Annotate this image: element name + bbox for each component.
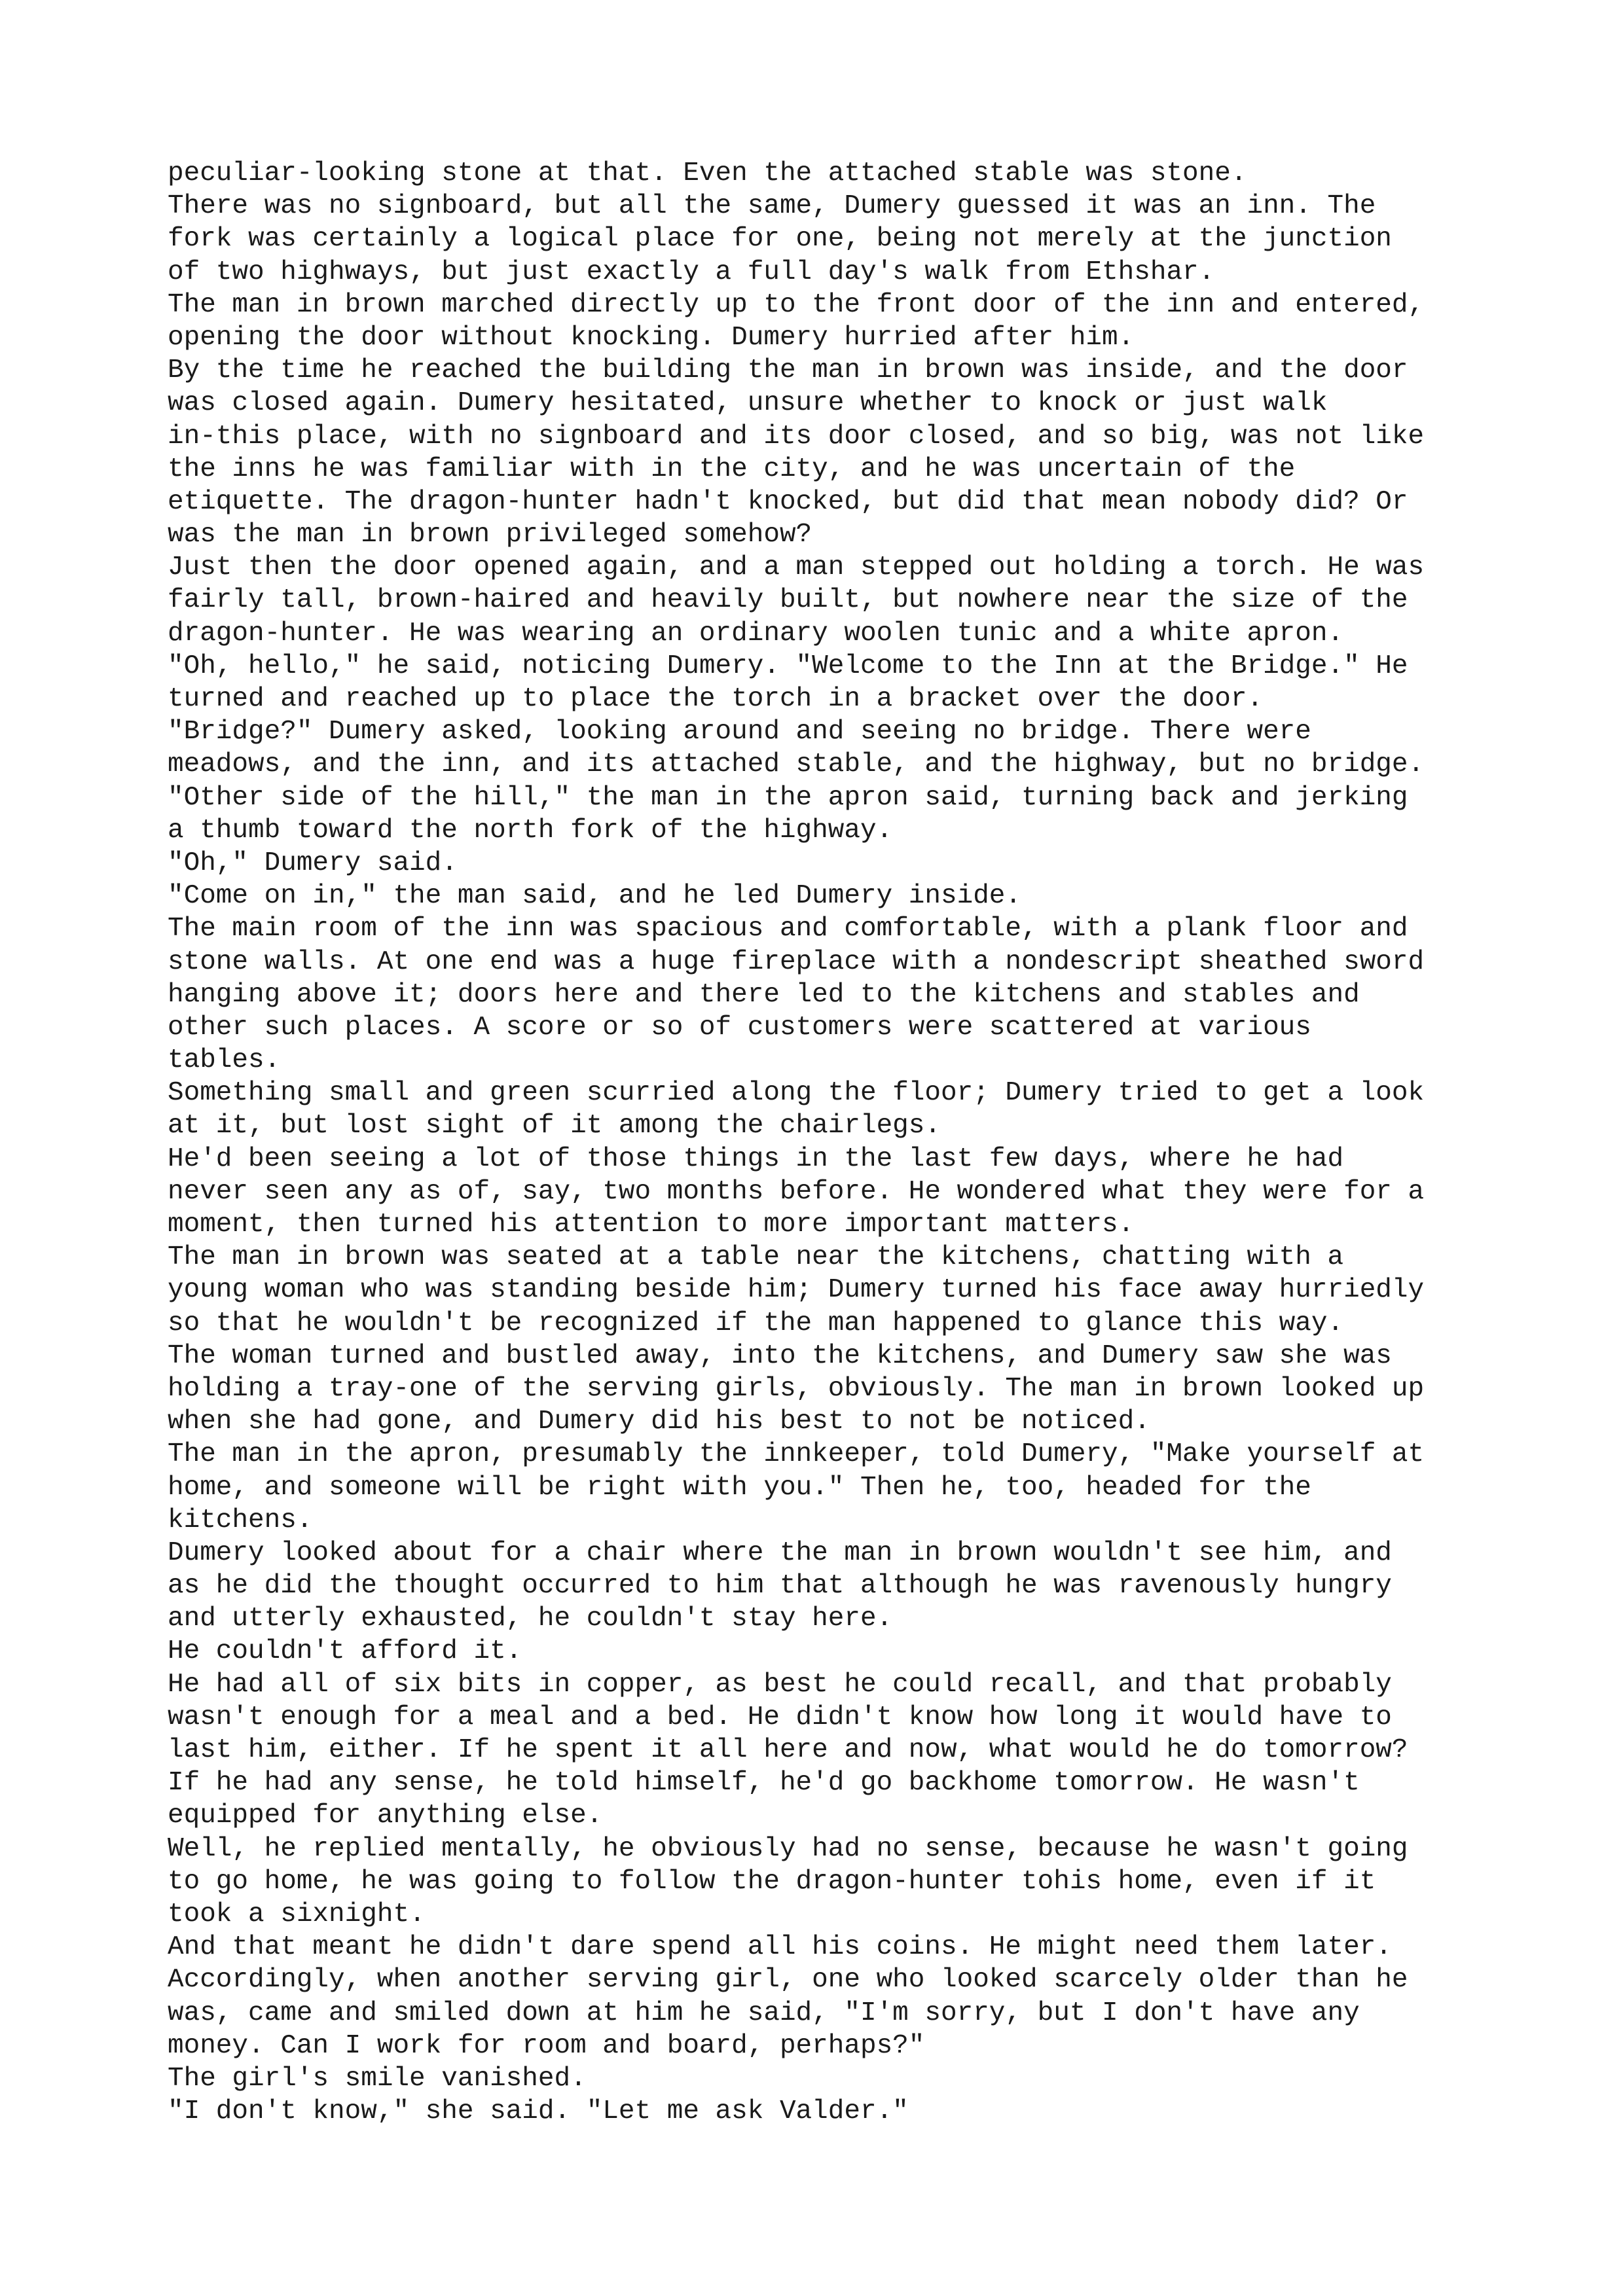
text-line: The man in brown marched directly up to the front door of the inn and entered, — [168, 289, 1425, 320]
text-line: was closed again. Dumery hesitated, unsure whether to knock or just walk — [168, 388, 1328, 419]
text-line: The man in the apron, presumably the innkeeper, told Dumery, "Make yourself at — [168, 1439, 1425, 1470]
text-line: The man in brown was seated at a table near the kitchens, chatting with a — [168, 1242, 1344, 1273]
text-line: Well, he replied mentally, he obviously had no sense, because he wasn't going — [168, 1833, 1408, 1864]
text-line: He'd been seeing a lot of those things in the last few days, where he had — [168, 1143, 1344, 1174]
text-line: opening the door without knocking. Dumery hurried after him. — [168, 322, 1135, 353]
text-line: equipped for anything else. — [168, 1801, 603, 1831]
text-line: The girl's smile vanished. — [168, 2063, 587, 2094]
text-line: hanging above it; doors here and there led to the kitchens and stables and — [168, 979, 1360, 1010]
text-line: young woman who was standing beside him; Dumery turned his face away hurriedly — [168, 1275, 1425, 1306]
text-line: "Oh," Dumery said. — [168, 848, 458, 878]
text-line: The main room of the inn was spacious and comfortable, with a plank floor and — [168, 914, 1408, 944]
body-text — [168, 157, 1569, 2128]
text-line: "Oh, hello," he said, noticing Dumery. "Welcome to the Inn at the Bridge." He — [168, 651, 1408, 681]
text-line: when she had gone, and Dumery did his best to not be noticed. — [168, 1407, 1150, 1437]
text-line: the inns he was familiar with in the city, and he was uncertain of the — [168, 454, 1296, 484]
text-line: was, came and smiled down at him he said, "I'm sorry, but I don't have any — [168, 1998, 1360, 2028]
text-line: He had all of six bits in copper, as best he could recall, and that probably — [168, 1669, 1392, 1700]
text-line: etiquette. The dragon-hunter hadn't knocked, but did that mean nobody did? Or — [168, 486, 1408, 517]
text-line: "I don't know," she said. "Let me ask Valder." — [168, 2096, 909, 2127]
text-line: in-this place, with no signboard and its door closed, and so big, was not like — [168, 421, 1425, 452]
text-line: holding a tray-one of the serving girls, obviously. The man in brown looked up — [168, 1373, 1425, 1404]
text-line: And that meant he didn't dare spend all his coins. He might need them later. — [168, 1932, 1392, 1963]
text-line: other such places. A score or so of customers were scattered at various — [168, 1012, 1311, 1043]
text-line: took a sixnight. — [168, 1899, 426, 1929]
text-line: fork was certainly a logical place for one, being not merely at the junction — [168, 224, 1392, 255]
text-line: of two highways, but just exactly a full day's walk from Ethshar. — [168, 257, 1215, 287]
text-line: fairly tall, brown-haired and heavily built, but nowhere near the size of the — [168, 585, 1408, 616]
text-line: a thumb toward the north fork of the highway. — [168, 815, 893, 846]
text-line: so that he wouldn't be recognized if the man happened to glance this way. — [168, 1308, 1344, 1338]
text-line: moment, then turned his attention to more important matters. — [168, 1210, 1135, 1240]
text-line: "Bridge?" Dumery asked, looking around and seeing no bridge. There were — [168, 717, 1311, 747]
text-line: dragon-hunter. He was wearing an ordinary woolen tunic and a white apron. — [168, 618, 1344, 649]
text-line: By the time he reached the building the man in brown was inside, and the door — [168, 355, 1408, 386]
text-line: last him, either. If he spent it all here and now, what would he do tomorrow? — [168, 1735, 1408, 1765]
text-line: "Come on in," the man said, and he led Dumery inside. — [168, 881, 1022, 912]
text-line: was the man in brown privileged somehow? — [168, 520, 812, 550]
text-line: to go home, he was going to follow the dragon-hunter tohis home, even if it — [168, 1866, 1376, 1897]
text-line: "Other side of the hill," the man in the apron said, turning back and jerking — [168, 782, 1408, 813]
text-line: tables. — [168, 1045, 281, 1076]
text-line: If he had any sense, he told himself, he'd go backhome tomorrow. He wasn't — [168, 1768, 1360, 1799]
text-line: stone walls. At one end was a huge fireplace with a nondescript sheathed sword — [168, 946, 1425, 977]
text-line: turned and reached up to place the torch in a bracket over the door. — [168, 684, 1264, 714]
text-line: kitchens. — [168, 1505, 313, 1535]
text-line: at it, but lost sight of it among the chairlegs. — [168, 1111, 941, 1141]
text-line: as he did the thought occurred to him that although he was ravenously hungry — [168, 1571, 1392, 1602]
text-line: Accordingly, when another serving girl, one who looked scarcely older than he — [168, 1965, 1408, 1996]
text-line: never seen any as of, say, two months before. He wondered what they were for a — [168, 1176, 1425, 1207]
text-line: The woman turned and bustled away, into the kitchens, and Dumery saw she was — [168, 1340, 1392, 1371]
text-line: Just then the door opened again, and a man stepped out holding a torch. He was — [168, 552, 1425, 583]
text-line: There was no signboard, but all the same, Dumery guessed it was an inn. The — [168, 191, 1376, 222]
text-line: money. Can I work for room and board, perhaps?" — [168, 2030, 925, 2061]
text-line: peculiar-looking stone at that. Even the attached stable was stone. — [168, 158, 1247, 188]
text-line: He couldn't afford it. — [168, 1636, 522, 1667]
text-line: wasn't enough for a meal and a bed. He didn't know how long it would have to — [168, 1702, 1392, 1732]
text-line: meadows, and the inn, and its attached stable, and the highway, but no bridge. — [168, 749, 1425, 780]
text-line: and utterly exhausted, he couldn't stay here. — [168, 1604, 893, 1634]
text-line: Something small and green scurried along the floor; Dumery tried to get a look — [168, 1078, 1425, 1109]
text-line: Dumery looked about for a chair where the man in brown wouldn't see him, and — [168, 1537, 1392, 1568]
text-line: home, and someone will be right with you." Then he, too, headed for the — [168, 1472, 1311, 1503]
